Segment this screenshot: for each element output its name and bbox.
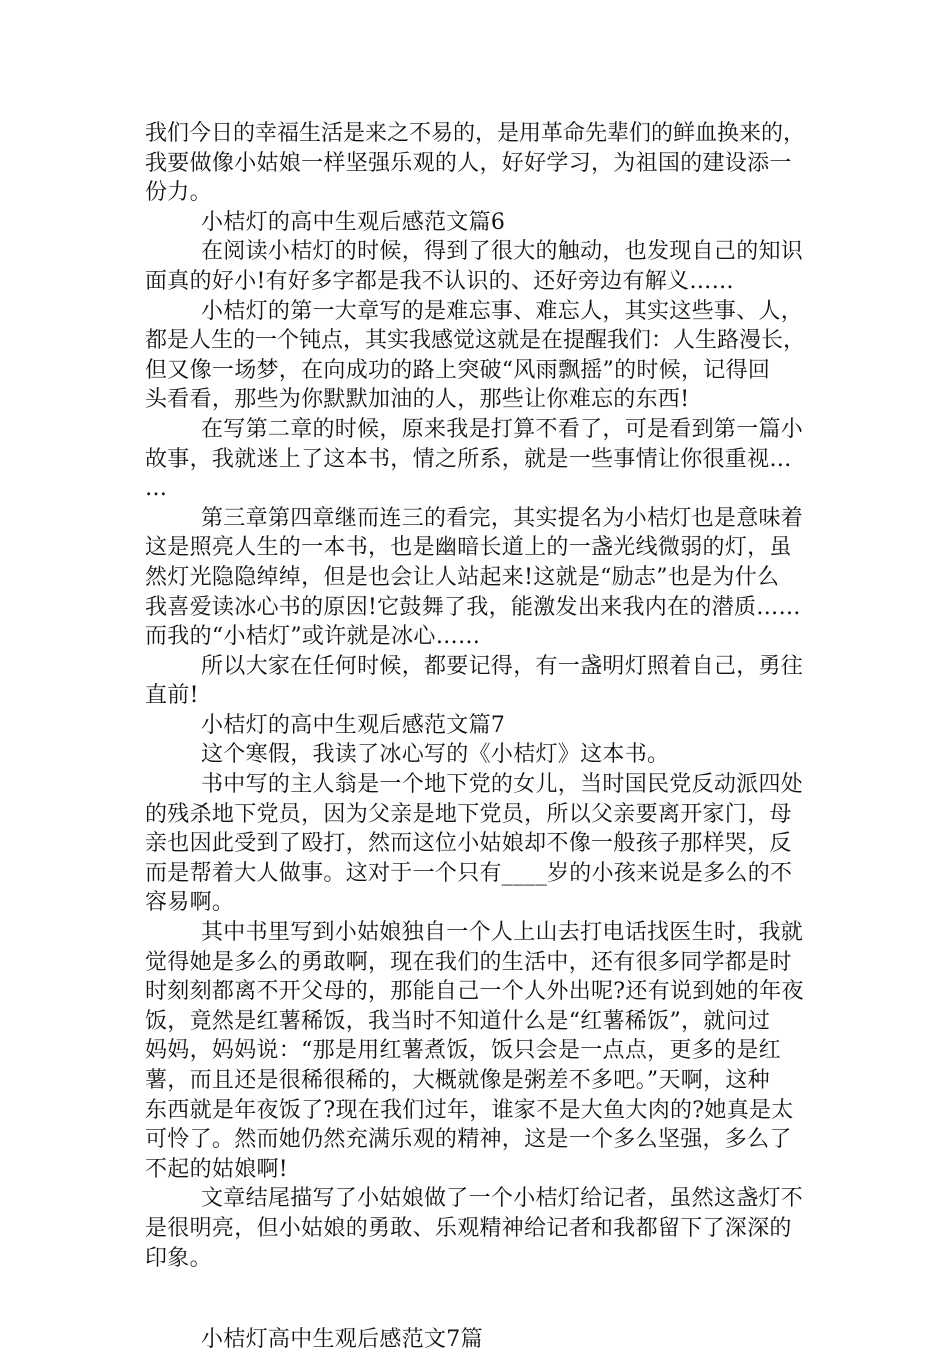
text-line: … <box>145 476 168 502</box>
section-heading: 小桔灯的高中生观后感范文篇6 <box>201 209 506 235</box>
text-line: 东西就是年夜饭了?现在我们过年，谁家不是大鱼大肉的?她真是太 <box>145 1097 794 1123</box>
text-line: 而我的“小桔灯”或许就是冰心…… <box>145 624 481 650</box>
text-line: 份力。 <box>145 180 212 206</box>
text-line: 饭，竟然是红薯稀饭，我当时不知道什么是“红薯稀饭”，就问过 <box>145 1008 771 1034</box>
text-line: 而是帮着大人做事。这对于一个只有____岁的小孩来说是多么的不 <box>145 860 793 886</box>
text-line: 觉得她是多么的勇敢啊，现在我们的生活中，还有很多同学都是时 <box>145 949 792 975</box>
text-line: 我要做像小姑娘一样坚强乐观的人，好好学习，为祖国的建设添一 <box>145 150 792 176</box>
text-line: 故事，我就迷上了这本书，情之所系，就是一些事情让你很重视… <box>145 446 792 472</box>
text-line: 直前! <box>145 683 199 709</box>
text-line: 都是人生的一个钝点，其实我感觉这就是在提醒我们：人生路漫长， <box>145 328 806 354</box>
text-line: 小桔灯的第一大章写的是难忘事、难忘人，其实这些事、人， <box>201 298 804 324</box>
text-line: 头看看，那些为你默默加油的人，那些让你难忘的东西! <box>145 387 690 413</box>
text-line: 这个寒假，我读了冰心写的《小桔灯》这本书。 <box>201 742 670 768</box>
text-line: 这是照亮人生的一本书，也是幽暗长道上的一盏光线微弱的灯，虽 <box>145 535 792 561</box>
text-line: 第三章第四章继而连三的看完，其实提名为小桔灯也是意味着 <box>201 505 804 531</box>
document-page <box>145 119 813 1355</box>
text-line: 不起的姑娘啊! <box>145 1156 288 1182</box>
text-line: 时刻刻都离不开父母的，那能自己一个人外出呢?还有说到她的年夜 <box>145 979 804 1005</box>
paragraph-gap <box>145 1273 813 1325</box>
text-line: 我们今日的幸福生活是来之不易的，是用革命先辈们的鲜血换来的， <box>145 121 806 146</box>
text-line: 然灯光隐隐绰绰，但是也会让人站起来!这就是“励志”也是为什么 <box>145 564 780 590</box>
text-line: 在阅读小桔灯的时候，得到了很大的触动，也发现自己的知识 <box>201 239 804 265</box>
text-line: 书中写的主人翁是一个地下党的女儿，当时国民党反动派四处 <box>201 772 804 798</box>
text-line: 面真的好小!有好多字都是我不认识的、还好旁边有解义…… <box>145 268 734 294</box>
text-line: 文章结尾描写了小姑娘做了一个小桔灯给记者，虽然这盏灯不 <box>201 1186 804 1212</box>
document-title: 小桔灯高中生观后感范文7篇 <box>201 1327 483 1353</box>
text-line: 其中书里写到小姑娘独自一个人上山去打电话找医生时，我就 <box>201 920 804 946</box>
section-heading: 小桔灯的高中生观后感范文篇7 <box>201 712 506 738</box>
text-line: 在写第二章的时候，原来我是打算不看了，可是看到第一篇小 <box>201 416 804 442</box>
text-line: 亲也因此受到了殴打，然而这位小姑娘却不像一般孩子那样哭，反 <box>145 831 792 857</box>
text-line: 所以大家在任何时候，都要记得，有一盏明灯照着自己，勇往 <box>201 653 804 679</box>
text-line: 薯，而且还是很稀很稀的，大概就像是粥差不多吧。”天啊，这种 <box>145 1068 770 1093</box>
text-line: 我喜爱读冰心书的原因!它鼓舞了我，能激发出来我内在的潜质…… <box>145 594 801 620</box>
text-line: 印象。 <box>145 1245 212 1271</box>
text-line: 可怜了。然而她仍然充满乐观的精神，这是一个多么坚强，多么了 <box>145 1127 792 1153</box>
text-line: 是很明亮，但小姑娘的勇敢、乐观精神给记者和我都留下了深深的 <box>145 1215 792 1241</box>
text-line: 容易啊。 <box>145 890 235 916</box>
text-line: 妈妈，妈妈说：“那是用红薯煮饭，饭只会是一点点，更多的是红 <box>145 1038 781 1064</box>
text-line: 但又像一场梦，在向成功的路上突破“风雨飘摇”的时候，记得回 <box>145 357 771 383</box>
text-line: 的残杀地下党员，因为父亲是地下党员，所以父亲要离开家门，母 <box>145 801 792 827</box>
